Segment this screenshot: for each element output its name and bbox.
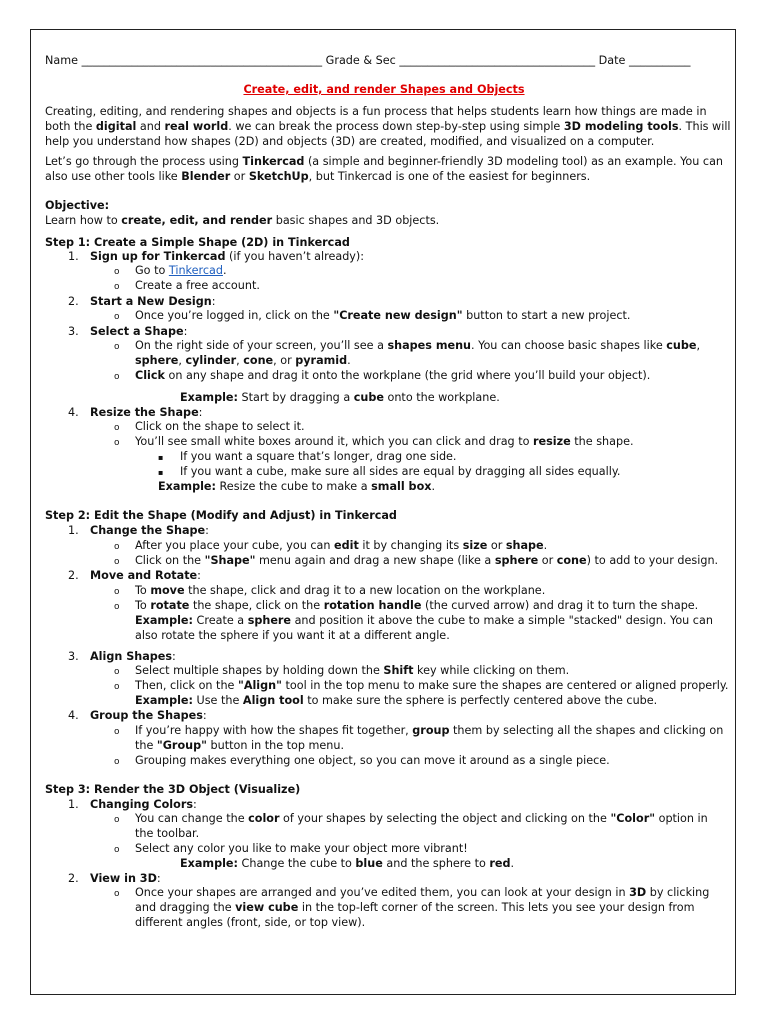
list-number: 3. xyxy=(68,325,79,338)
grade-blank[interactable]: ___________________________________ xyxy=(399,54,596,67)
square-bullet-icon: ▪ xyxy=(158,468,164,477)
bullet-icon: o xyxy=(114,587,120,597)
objective-text: Learn how to create, edit, and render basic shapes and 3D objects. xyxy=(45,214,440,227)
document-title: Create, edit, and render Shapes and Objects xyxy=(243,83,525,96)
step1-item-2a: Once you’re logged in, click on the "Create new design" button to start a new project. xyxy=(135,309,631,322)
name-blank[interactable]: ___________________________________________ xyxy=(81,54,323,67)
bullet-icon: o xyxy=(114,372,120,382)
name-label: Name xyxy=(45,54,79,67)
step1-item-1a: Go to Tinkercad. xyxy=(135,264,227,277)
intro-paragraph-2: Let’s go through the process using Tinkercad (a simple and beginner-friendly 3D modeling tool) as an example. You can also use other tools like Blender or SketchUp, but Tinkercad is one of the easiest for beginners. xyxy=(45,155,724,183)
step3-item-2: View in 3D: xyxy=(90,872,161,885)
bullet-icon: o xyxy=(114,815,120,825)
list-number: 2. xyxy=(68,295,79,308)
step2-item-3: Align Shapes: xyxy=(90,650,176,663)
step2-item-2: Move and Rotate: xyxy=(90,569,201,582)
intro-paragraph-1: Creating, editing, and rendering shapes and objects is a fun process that helps students learn how things are made in both the digital and real world. we can break the process down step-by-step using simple 3D modeling tools. This will help you understand how shapes (2D) and objects (3D) are created, modified, and visualized on a computer. xyxy=(45,105,731,148)
bullet-icon: o xyxy=(114,602,120,612)
bullet-icon: o xyxy=(114,557,120,567)
objective-heading: Objective: xyxy=(45,199,110,212)
bullet-icon: o xyxy=(114,889,120,899)
bullet-icon: o xyxy=(114,845,120,855)
list-number: 4. xyxy=(68,406,79,419)
list-number: 1. xyxy=(68,250,79,263)
step2-item-1: Change the Shape: xyxy=(90,524,209,537)
list-number: 2. xyxy=(68,569,79,582)
bullet-icon: o xyxy=(114,757,120,767)
date-label: Date xyxy=(598,54,626,67)
date-blank[interactable]: ___________ xyxy=(628,54,691,67)
step1-example-1: Example: Start by dragging a cube onto the workplane. xyxy=(180,391,500,404)
step2-heading: Step 2: Edit the Shape (Modify and Adjust) in Tinkercad xyxy=(45,509,397,522)
tinkercad-link[interactable]: Tinkercad xyxy=(168,264,223,277)
list-number: 4. xyxy=(68,709,79,722)
step1-item-4b-1: If you want a square that’s longer, drag one side. xyxy=(180,450,457,463)
step3-item-2a: Once your shapes are arranged and you’ve edited them, you can look at your design in 3D by clicking and dragging the view cube in the top-left corner of the screen. This lets you see your design from different angles (front, side, or top view). xyxy=(135,886,710,929)
step1-item-1b: Create a free account. xyxy=(135,279,260,292)
bullet-icon: o xyxy=(114,542,120,552)
step2-item-4a: If you’re happy with how the shapes fit together, group them by selecting all the shapes and clicking on the "Group" button in the top menu. xyxy=(135,724,724,752)
bullet-icon: o xyxy=(114,267,120,277)
bullet-icon: o xyxy=(114,682,120,692)
step2-item-2b-example: Example: Create a sphere and position it above the cube to make a simple "stacked" design. You can also rotate the sphere if you want it at a different angle. xyxy=(135,614,713,642)
step1-item-4a: Click on the shape to select it. xyxy=(135,420,305,433)
list-number: 1. xyxy=(68,798,79,811)
header-fields xyxy=(45,54,735,69)
bullet-icon: o xyxy=(114,282,120,292)
step1-item-4b: You’ll see small white boxes around it, which you can click and drag to resize the shape. xyxy=(135,435,634,448)
step2-item-4b: Grouping makes everything one object, so you can move it around as a single piece. xyxy=(135,754,610,767)
bullet-icon: o xyxy=(114,342,120,352)
step2-item-2b: To rotate the shape, click on the rotation handle (the curved arrow) and drag it to turn the shape. xyxy=(135,599,699,612)
step1-item-4: Resize the Shape: xyxy=(90,406,203,419)
step1-example-2: Example: Resize the cube to make a small box. xyxy=(158,480,436,493)
step1-item-3b: Click on any shape and drag it onto the workplane (the grid where you’ll build your object). xyxy=(135,369,651,382)
list-number: 1. xyxy=(68,524,79,537)
step3-item-1: Changing Colors: xyxy=(90,798,197,811)
step2-item-3b-example: Example: Use the Align tool to make sure the sphere is perfectly centered above the cube. xyxy=(135,694,658,707)
step3-item-1a: You can change the color of your shapes by selecting the object and clicking on the "Color" option in the toolbar. xyxy=(135,812,708,840)
step2-item-3a: Select multiple shapes by holding down the Shift key while clicking on them. xyxy=(135,664,570,677)
step2-item-1a: After you place your cube, you can edit it by changing its size or shape. xyxy=(135,539,548,552)
grade-label: Grade & Sec xyxy=(325,54,396,67)
step1-item-3a: On the right side of your screen, you’ll see a shapes menu. You can choose basic shapes like cube, sphere, cylinder, cone, or pyramid. xyxy=(135,339,701,367)
step1-heading: Step 1: Create a Simple Shape (2D) in Tinkercad xyxy=(45,236,350,249)
step3-item-1b: Select any color you like to make your object more vibrant! xyxy=(135,842,468,855)
step2-item-2a: To move the shape, click and drag it to a new location on the workplane. xyxy=(135,584,546,597)
step1-item-2: Start a New Design: xyxy=(90,295,216,308)
step2-item-3b: Then, click on the "Align" tool in the top menu to make sure the shapes are centered or aligned properly. xyxy=(135,679,729,692)
step3-heading: Step 3: Render the 3D Object (Visualize) xyxy=(45,783,301,796)
step1-item-4b-2: If you want a cube, make sure all sides are equal by dragging all sides equally. xyxy=(180,465,621,478)
square-bullet-icon: ▪ xyxy=(158,453,164,462)
bullet-icon: o xyxy=(114,312,120,322)
bullet-icon: o xyxy=(114,423,120,433)
step2-item-1b: Click on the "Shape" menu again and drag a new shape (like a sphere or cone) to add to your design. xyxy=(135,554,719,567)
list-number: 3. xyxy=(68,650,79,663)
step2-item-4: Group the Shapes: xyxy=(90,709,207,722)
list-number: 2. xyxy=(68,872,79,885)
bullet-icon: o xyxy=(114,727,120,737)
bullet-icon: o xyxy=(114,667,120,677)
bullet-icon: o xyxy=(114,438,120,448)
step1-item-1: Sign up for Tinkercad (if you haven’t already): xyxy=(90,250,365,263)
step3-example: Example: Change the cube to blue and the sphere to red. xyxy=(180,857,515,870)
step1-item-3: Select a Shape: xyxy=(90,325,188,338)
